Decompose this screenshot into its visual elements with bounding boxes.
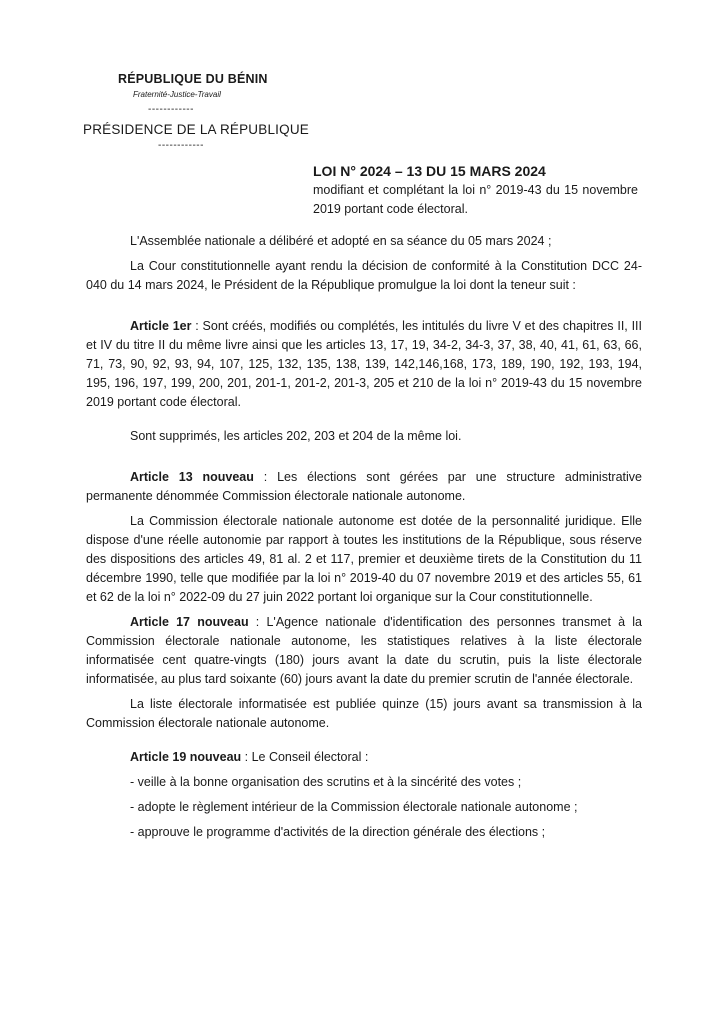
article-13-paragraph-2: La Commission électorale nationale autonome est dotée de la personnalité juridique. Elle dispose d'une réelle autonomie par rapport à toutes les institutions de la République, sous réserve des dispositions des articles 49, 81 al. 2 et 117, premier et deuxième tirets de la Constitution du 11 décembre 1990, telle que modifiée par la loi n° 2019-40 du 07 novembre 2019 et des articles 55, 61 et 62 de la loi n° 2022-09 du 27 juin 2022 portant loi organique sur la Cour constitutionnelle. xyxy=(86,514,642,604)
separator-line: ------------ xyxy=(148,104,194,115)
law-subtitle: modifiant et complétant la loi n° 2019-43 du 15 novembre 2019 portant code électoral. xyxy=(313,183,638,216)
article-13 xyxy=(86,468,642,506)
article-1-text: : Sont créés, modifiés ou complétés, les intitulés du livre V et des chapitres II, III et IV du titre II du même livre ainsi que les articles 13, 17, 19, 34-2, 34-3, 37, 38, 40, 41, 61, 63, 66, 71, 73, 90, 92, 93, 94, 107, 125, 132, 135, 138, 139, 142,146,168, 173, 189, 190, 192, 193, 194, 195, 196, 197, 199, 200, 201, 201-1, 201-2, 201-3, 205 et 210 de la loi n° 2019-43 du 15 novembre 2019 portant code électoral. xyxy=(86,319,642,409)
article-1-label: Article 1er xyxy=(130,319,192,333)
article-19-item: - adopte le règlement intérieur de la Commission électorale nationale autonome ; xyxy=(130,800,578,814)
article-19-label: Article 19 nouveau xyxy=(130,750,242,764)
preamble-assembly: L'Assemblée nationale a délibéré et adopté en sa séance du 05 mars 2024 ; xyxy=(130,234,552,248)
article-1-suppressed: Sont supprimés, les articles 202, 203 et 204 de la même loi. xyxy=(130,429,462,443)
separator-line: ------------ xyxy=(158,140,204,151)
law-title: LOI N° 2024 – 13 DU 15 MARS 2024 xyxy=(313,163,546,179)
republic-name: RÉPUBLIQUE DU BÉNIN xyxy=(118,72,268,86)
article-19-text: : Le Conseil électoral : xyxy=(241,750,369,764)
article-19 xyxy=(86,748,642,767)
article-19-item: - approuve le programme d'activités de la direction générale des élections ; xyxy=(130,825,546,839)
article-17 xyxy=(86,613,642,689)
article-13-text: : Les élections sont gérées par une structure administrative permanente dénommée Commission électorale nationale autonome. xyxy=(86,470,642,503)
document-body xyxy=(86,232,642,848)
article-19-item: - veille à la bonne organisation des scrutins et à la sincérité des votes ; xyxy=(130,775,522,789)
article-1 xyxy=(86,317,642,412)
article-17-text: : L'Agence nationale d'identification des personnes transmet à la Commission électorale nationale autonome, les statistiques relatives à la liste électorale informatisée cent quatre-vingts (180) jours avant la date du scrutin, puis la liste électorale informatisée, au plus tard soixante (60) jours avant la date du premier scrutin de l'année électorale. xyxy=(86,615,642,686)
presidency-name: PRÉSIDENCE DE LA RÉPUBLIQUE xyxy=(83,122,309,137)
preamble-court: La Cour constitutionnelle ayant rendu la décision de conformité à la Constitution DCC 24-040 du 14 mars 2024, le Président de la République promulgue la loi dont la teneur suit : xyxy=(86,259,642,292)
article-17-label: Article 17 nouveau xyxy=(130,615,249,629)
national-motto: Fraternité-Justice-Travail xyxy=(133,90,221,99)
article-17-paragraph-2: La liste électorale informatisée est publiée quinze (15) jours avant sa transmission à la Commission électorale nationale autonome. xyxy=(86,697,642,730)
article-13-label: Article 13 nouveau xyxy=(130,470,254,484)
